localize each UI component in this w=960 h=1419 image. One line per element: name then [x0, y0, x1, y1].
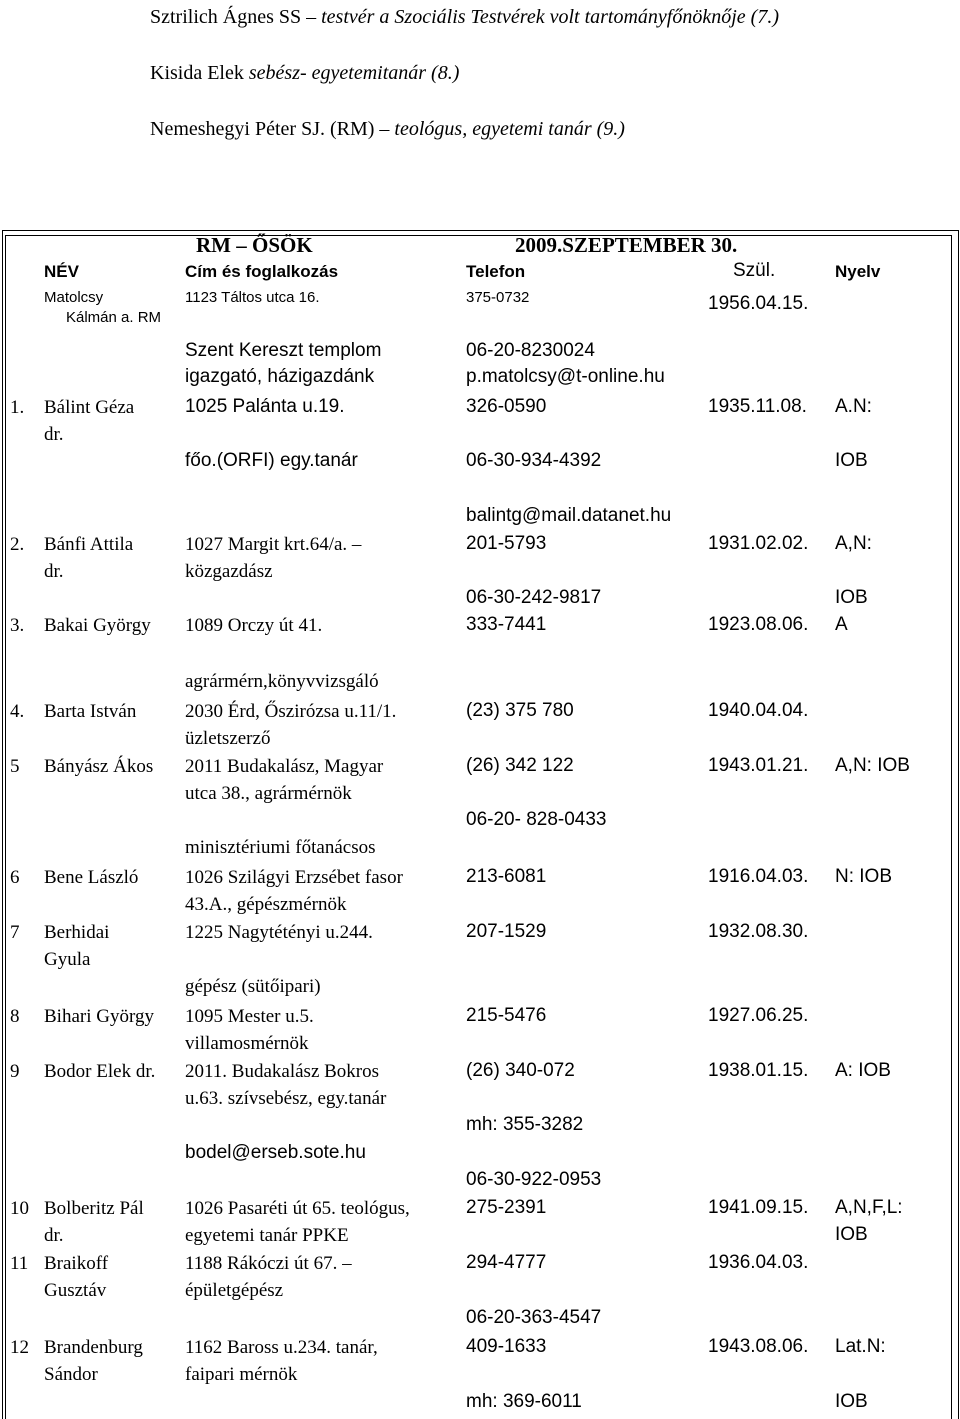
row-phone: 06-20-8230024	[466, 340, 595, 361]
row-lang: A.N:	[835, 396, 872, 417]
row-address: 1188 Rákóczi út 67. –	[185, 1253, 352, 1274]
row-number: 3.	[10, 615, 25, 636]
row-email: balintg@mail.datanet.hu	[466, 505, 672, 526]
intro-role: teológus, egyetemi tanár (9.)	[394, 118, 625, 140]
row-birth: 1927.06.25.	[708, 1005, 809, 1026]
row-name: Matolcsy	[44, 289, 104, 306]
table-date: 2009.SZEPTEMBER 30.	[515, 233, 738, 257]
row-birth: 1938.01.15.	[708, 1060, 809, 1081]
header-birth: Szül.	[733, 260, 776, 281]
row-number: 7	[10, 922, 20, 943]
row-lang: A	[835, 614, 848, 635]
row-phone: 215-5476	[466, 1005, 547, 1026]
row-phone: 06-30-934-4392	[466, 450, 602, 471]
intro-line-1	[150, 6, 779, 29]
row-email: bodel@erseb.sote.hu	[185, 1142, 366, 1163]
row-address: gépész (sütőipari)	[185, 976, 321, 997]
row-name: Bihari György	[44, 1006, 154, 1027]
row-phone: 294-4777	[466, 1252, 547, 1273]
row-email: p.matolcsy@t-online.hu	[466, 366, 665, 387]
row-birth: 1936.04.03.	[708, 1252, 809, 1273]
intro-role: sebész- egyetemitanár (8.)	[248, 62, 460, 84]
header-address: Cím és foglalkozás	[185, 262, 339, 281]
row-birth: 1935.11.08.	[708, 396, 807, 417]
row-address: utca 38., agrármérnök	[185, 783, 352, 804]
row-address: Szent Kereszt templom	[185, 340, 382, 361]
row-phone: 326-0590	[466, 396, 547, 417]
row-address: villamosmérnök	[185, 1033, 309, 1054]
table-title: RM – ŐSÖK	[196, 233, 313, 257]
row-name: Brandenburg	[44, 1337, 143, 1358]
row-phone: 06-30-242-9817	[466, 587, 602, 608]
row-name: Bánfi Attila	[44, 534, 134, 555]
row-address: közgazdász	[185, 561, 273, 582]
row-phone: 409-1633	[466, 1336, 547, 1357]
row-address: agrármérn,könyvvizsgáló	[185, 671, 379, 692]
header-phone: Telefon	[466, 262, 526, 281]
row-address: 1026 Szilágyi Erzsébet fasor	[185, 867, 403, 888]
row-number: 12	[10, 1337, 29, 1358]
row-name: Barta István	[44, 701, 137, 722]
intro-name: Kisida Elek	[150, 62, 249, 84]
row-name: dr.	[44, 1225, 64, 1246]
row-name: dr.	[44, 561, 64, 582]
row-address: minisztériumi főtanácsos	[185, 837, 376, 858]
row-name: dr.	[44, 424, 64, 445]
row-number: 6	[10, 867, 20, 888]
row-address: 2011 Budakalász, Magyar	[185, 756, 384, 777]
intro-name: Nemeshegyi Péter SJ. (RM) –	[150, 118, 395, 140]
row-address: egyetemi tanár PPKE	[185, 1225, 349, 1246]
row-name: Sándor	[44, 1364, 98, 1385]
row-phone: (23) 375 780	[466, 700, 574, 721]
intro-name: Sztrilich Ágnes SS –	[150, 6, 322, 28]
row-number: 5	[10, 756, 20, 777]
row-number: 9	[10, 1061, 20, 1082]
row-address: főo.(ORFI) egy.tanár	[185, 450, 358, 471]
row-birth: 1940.04.04.	[708, 700, 809, 721]
row-address: 1225 Nagytétényi u.244.	[185, 922, 373, 943]
row-number: 8	[10, 1006, 20, 1027]
row-phone: 275-2391	[466, 1197, 547, 1218]
row-phone: 06-30-922-0953	[466, 1169, 602, 1190]
row-lang: A,N,F,L:	[835, 1197, 903, 1218]
row-birth: 1916.04.03.	[708, 866, 809, 887]
row-phone: 213-6081	[466, 866, 547, 887]
row-birth: 1943.08.06.	[708, 1336, 809, 1357]
row-lang: A,N:	[835, 533, 872, 554]
row-address: 1123 Táltos utca 16.	[185, 289, 320, 306]
row-address: faipari mérnök	[185, 1364, 298, 1385]
row-phone: 06-20- 828-0433	[466, 809, 607, 830]
row-birth: 1932.08.30.	[708, 921, 809, 942]
row-lang: IOB	[835, 450, 868, 471]
row-name: Berhidai	[44, 922, 110, 943]
row-name: Gusztáv	[44, 1280, 107, 1301]
row-lang: A: IOB	[835, 1060, 891, 1081]
row-birth: 1941.09.15.	[708, 1197, 809, 1218]
row-lang: N: IOB	[835, 866, 893, 887]
row-phone: 207-1529	[466, 921, 547, 942]
row-address: igazgató, házigazdánk	[185, 366, 375, 387]
row-address: üzletszerző	[185, 728, 271, 749]
row-phone: mh: 355-3282	[466, 1114, 584, 1135]
row-address: 2011. Budakalász Bokros	[185, 1061, 380, 1082]
row-birth: 1923.08.06.	[708, 614, 809, 635]
intro-role: testvér a Szociális Testvérek volt tartományfőnöknője (7.)	[321, 6, 779, 28]
row-lang: Lat.N:	[835, 1336, 886, 1357]
row-address: 1089 Orczy út 41.	[185, 615, 323, 636]
row-address: 1162 Baross u.234. tanár,	[185, 1337, 378, 1358]
row-lang: IOB	[835, 1224, 868, 1245]
row-name: Kálmán a. RM	[66, 309, 162, 326]
row-phone: 375-0732	[466, 289, 530, 306]
row-address: 43.A., gépészmérnök	[185, 894, 347, 915]
row-address: 2030 Érd, Őszirózsa u.11/1.	[185, 701, 397, 722]
row-number: 1.	[10, 397, 25, 418]
row-phone: mh: 369-6011	[466, 1391, 582, 1412]
row-address: épületgépész	[185, 1280, 284, 1301]
row-lang: A,N: IOB	[835, 755, 910, 776]
row-number: 11	[10, 1253, 29, 1274]
row-address: u.63. szívsebész, egy.tanár	[185, 1088, 387, 1109]
row-phone: (26) 340-072	[466, 1060, 575, 1081]
row-name: Bodor Elek dr.	[44, 1061, 156, 1082]
row-birth: 1943.01.21.	[708, 755, 809, 776]
row-lang: IOB	[835, 587, 868, 608]
header-lang: Nyelv	[835, 262, 881, 281]
row-name: Bene László	[44, 867, 139, 888]
intro-line-3	[150, 118, 625, 141]
row-address: 1026 Pasaréti út 65. teológus,	[185, 1198, 410, 1219]
row-phone: 333-7441	[466, 614, 547, 635]
row-phone: 201-5793	[466, 533, 547, 554]
row-name: Bálint Géza	[44, 397, 135, 418]
row-name: Bányász Ákos	[44, 756, 154, 777]
row-number: 4.	[10, 701, 25, 722]
row-address: 1027 Margit krt.64/a. –	[185, 534, 362, 555]
row-phone: 06-20-363-4547	[466, 1307, 602, 1328]
row-birth: 1931.02.02.	[708, 533, 809, 554]
intro-line-2	[150, 62, 459, 85]
header-name: NÉV	[44, 262, 79, 281]
row-number: 2.	[10, 534, 25, 555]
row-birth: 1956.04.15.	[708, 293, 809, 314]
row-name: Gyula	[44, 949, 91, 970]
row-phone: (26) 342 122	[466, 755, 574, 776]
row-lang: IOB	[835, 1391, 868, 1412]
row-address: 1095 Mester u.5.	[185, 1006, 314, 1027]
row-number: 10	[10, 1198, 29, 1219]
row-name: Bakai György	[44, 615, 151, 636]
row-name: Braikoff	[44, 1253, 109, 1274]
row-name: Bolberitz Pál	[44, 1198, 144, 1219]
row-address: 1025 Palánta u.19.	[185, 396, 345, 417]
